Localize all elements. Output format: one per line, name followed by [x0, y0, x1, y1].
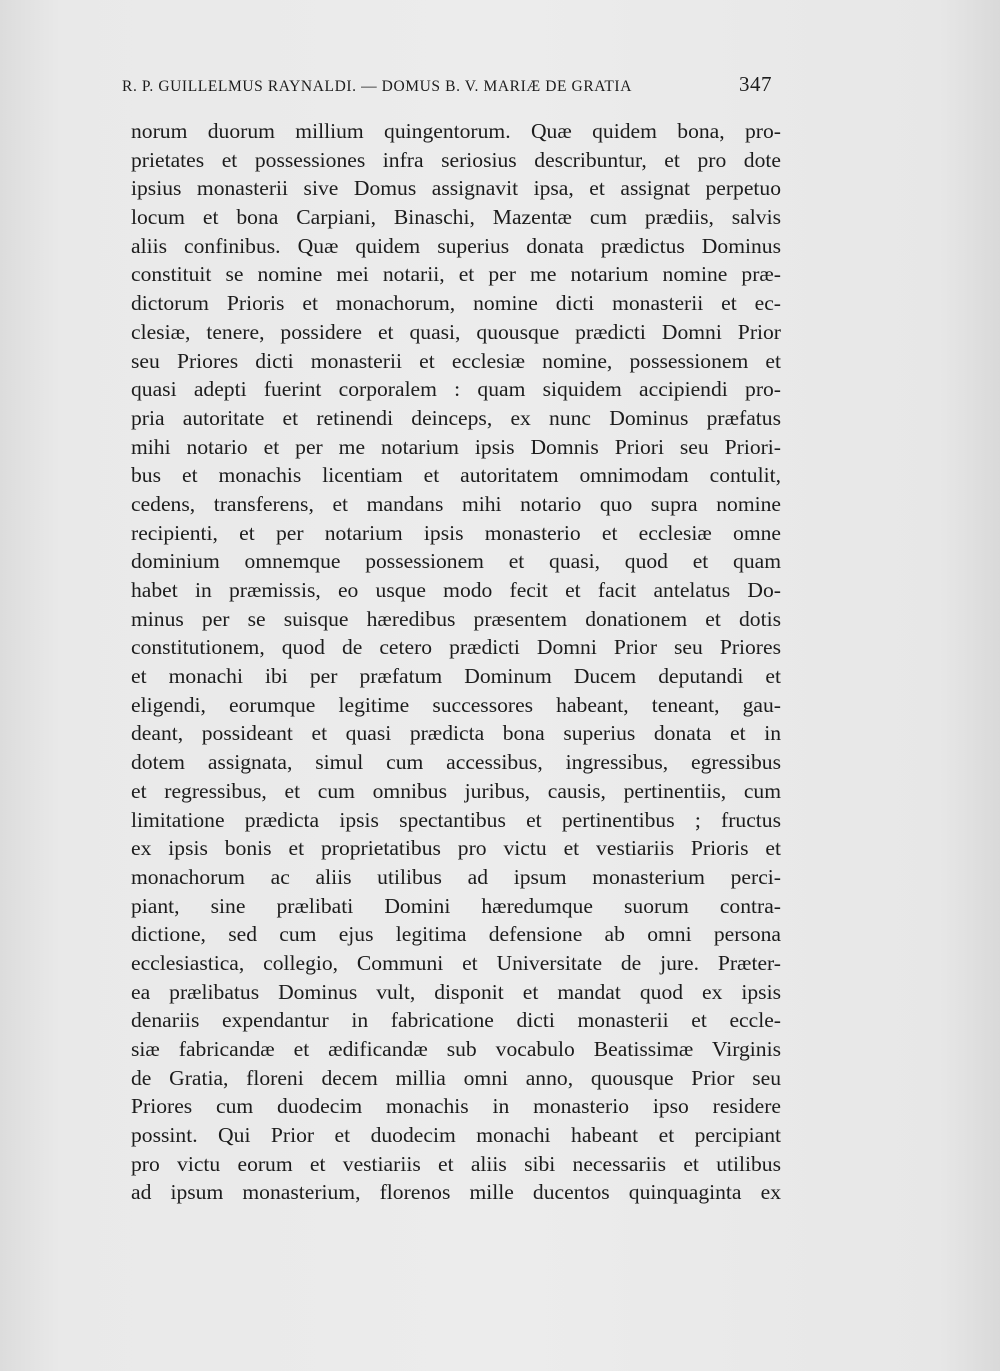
text-line: prietates et possessiones infra seriosius describuntur, et pro dote: [131, 147, 781, 172]
text-line: Priores cum duodecim monachis in monasterio ipso residere: [131, 1094, 781, 1119]
text-line: monachorum ac aliis utilibus ad ipsum monasterium perci-: [131, 864, 781, 889]
text-line: constitutionem, quod de cetero prædicti Domni Prior seu Priores: [131, 635, 781, 660]
page-number: 347: [739, 72, 772, 96]
text-line: et regressibus, et cum omnibus juribus, causis, pertinentiis, cum: [131, 778, 781, 803]
text-line: minus per se suisque hæredibus præsentem donationem et dotis: [131, 606, 781, 631]
text-line: eligendi, eorumque legitime successores habeant, teneant, gau-: [131, 692, 781, 717]
text-line: ipsius monasterii sive Domus assignavit ipsa, et assignat perpetuo: [131, 176, 781, 201]
text-line: possint. Qui Prior et duodecim monachi habeant et percipiant: [131, 1123, 781, 1148]
text-line: dictorum Prioris et monachorum, nomine dicti monasterii et ec-: [131, 291, 781, 316]
text-line: siæ fabricandæ et ædificandæ sub vocabulo Beatissimæ Virginis: [131, 1037, 781, 1061]
text-line: et monachi ibi per præfatum Dominum Ducem deputandi et: [131, 664, 781, 689]
text-line: locum et bona Carpiani, Binaschi, Mazentæ cum prædiis, salvis: [131, 205, 781, 230]
text-line: ex ipsis bonis et proprietatibus pro victu et vestiariis Prioris et: [131, 836, 781, 861]
text-line: bus et monachis licentiam et autoritatem omnimodam contulit,: [131, 463, 781, 488]
text-line: constituit se nomine mei notarii, et per me notarium nomine præ-: [131, 262, 781, 287]
text-line: seu Priores dicti monasterii et ecclesiæ nomine, possessionem et: [131, 348, 781, 373]
text-line: mihi notario et per me notarium ipsis Domnis Priori seu Priori-: [131, 434, 781, 459]
text-line: recipienti, et per notarium ipsis monasterio et ecclesiæ omne: [131, 520, 781, 545]
text-line: ad ipsum monasterium, florenos mille ducentos quinquaginta ex: [131, 1180, 781, 1205]
text-line: norum duorum millium quingentorum. Quæ quidem bona, pro-: [131, 119, 781, 143]
text-line: ea prælibatus Dominus vult, disponit et mandat quod ex ipsis: [131, 979, 781, 1004]
text-line: denariis expendantur in fabricatione dicti monasterii et eccle-: [131, 1008, 781, 1033]
running-head: [122, 72, 772, 97]
text-line: dominium omnemque possessionem et quasi, quod et quam: [131, 549, 781, 574]
text-line: habet in præmissis, eo usque modo fecit et facit antelatus Do-: [131, 578, 781, 602]
text-line: aliis confinibus. Quæ quidem superius donata prædictus Dominus: [131, 233, 781, 258]
text-line: deant, possideant et quasi prædicta bona superius donata et in: [131, 721, 781, 746]
running-title: R. P. GUILLELMUS RAYNALDI. — DOMUS B. V. MARIÆ DE GRATIA: [122, 78, 632, 95]
text-line: cedens, transferens, et mandans mihi notario quo supra nomine: [131, 491, 781, 516]
text-line: dictione, sed cum ejus legitima defensione ab omni persona: [131, 922, 781, 947]
text-line: ecclesiastica, collegio, Communi et Universitate de jure. Præter-: [131, 950, 781, 975]
text-line: limitatione prædicta ipsis spectantibus et pertinentibus ; fructus: [131, 807, 781, 832]
text-line: clesiæ, tenere, possidere et quasi, quousque prædicti Domni Prior: [131, 319, 781, 344]
text-line: pria autoritate et retinendi deinceps, ex nunc Dominus præfatus: [131, 405, 781, 430]
text-line: dotem assignata, simul cum accessibus, ingressibus, egressibus: [131, 750, 781, 775]
text-line: piant, sine prælibati Domini hæredumque suorum contra-: [131, 893, 781, 918]
body-text: [131, 117, 781, 1207]
text-line: de Gratia, floreni decem millia omni anno, quousque Prior seu: [131, 1065, 781, 1090]
text-line: pro victu eorum et vestiariis et aliis sibi necessariis et utilibus: [131, 1151, 781, 1176]
text-line: quasi adepti fuerint corporalem : quam siquidem accipiendi pro-: [131, 377, 781, 402]
